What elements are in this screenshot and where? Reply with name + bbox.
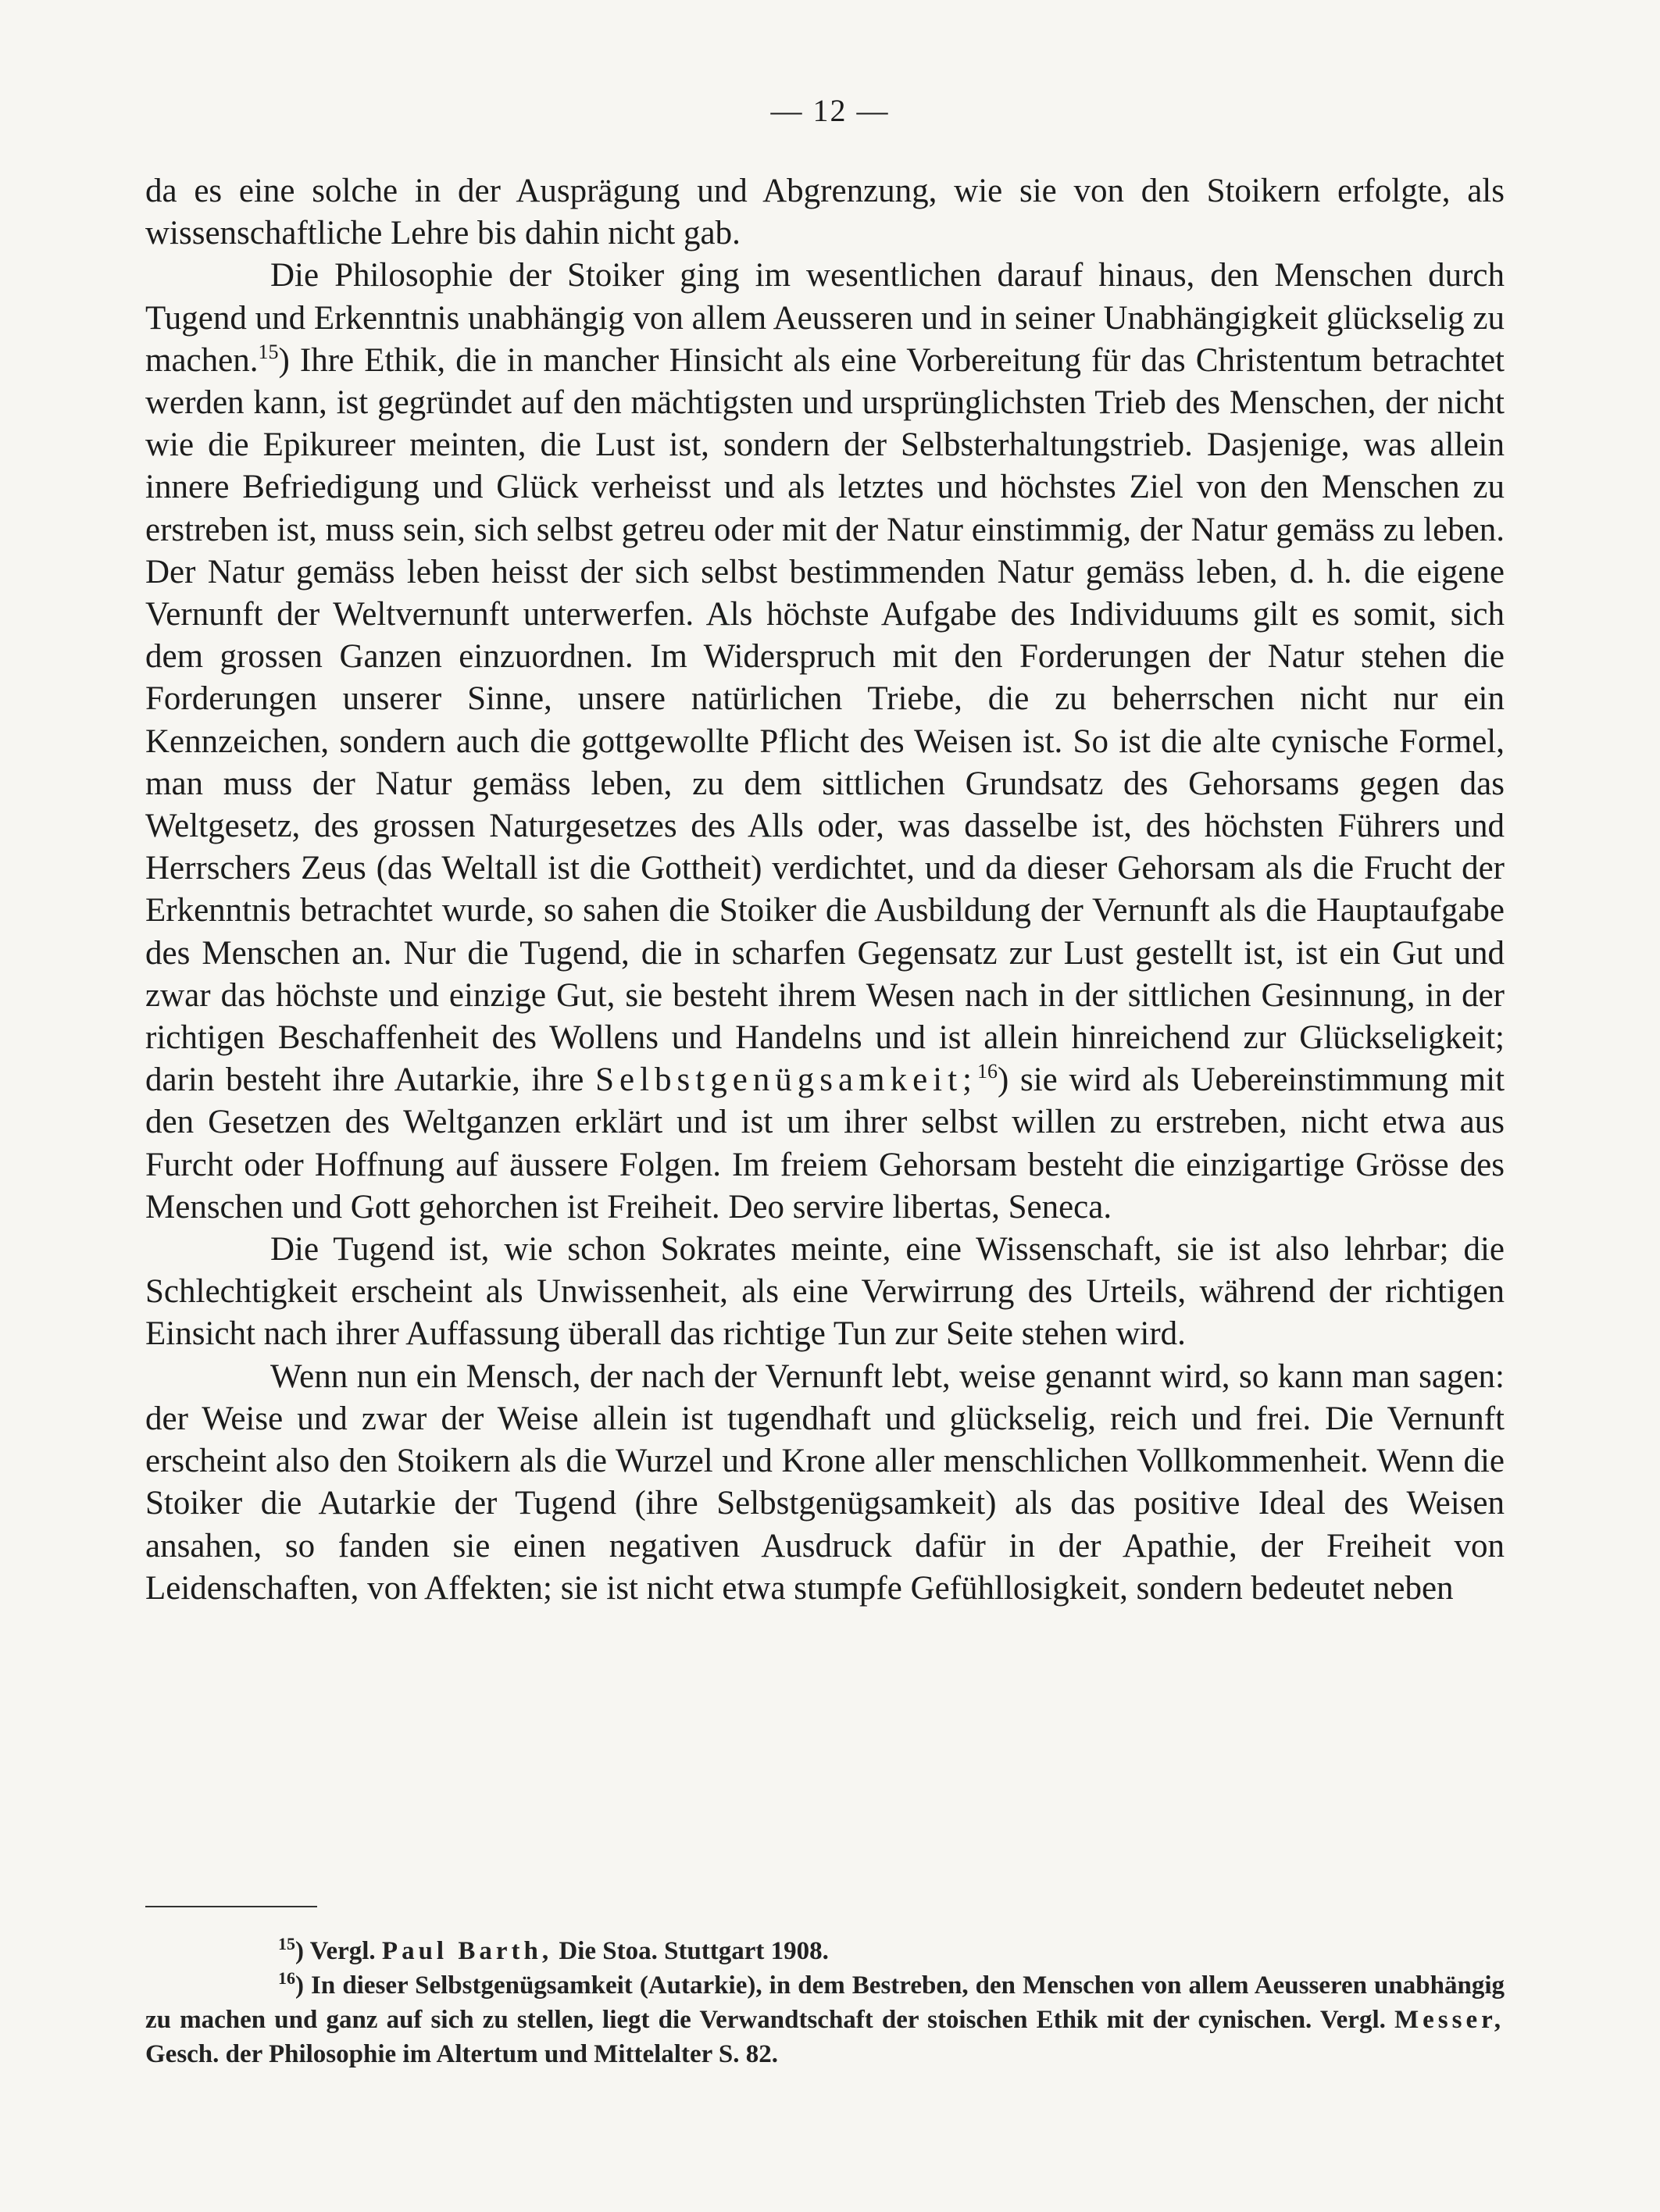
footnote-15-number: 15 bbox=[278, 1934, 295, 1953]
footnote-16-number: 16 bbox=[278, 1968, 295, 1988]
footnote-ref-15: 15 bbox=[258, 340, 279, 363]
emphasized-term: Selbstgenügsamkeit; bbox=[595, 1061, 977, 1099]
footnote-16-text-a: ) In dieser Selbstgenügsamkeit (Autarkie), in dem Bestreben, den Menschen von allem Aeusseren unabhängig zu machen und ganz auf sich zu stellen, liegt die Verwandtschaft der stoischen Ethik mit der cynischen. Vergl. bbox=[145, 1971, 1505, 2034]
footnote-15-text-a: ) Vergl. bbox=[295, 1937, 376, 1965]
paragraph-2-part-b: ) Ihre Ethik, die in mancher Hinsicht als eine Vorbereitung für das Christentum betrachtet werden kann, ist gegründet auf den mächtigsten und ursprünglichsten Trieb des Menschen, der nicht wie die Epikureer meinten, die Lust ist, sondern der Selbsterhaltungstrieb. Dasjenige, was allein innere Befriedigung und Glück verheisst und als letztes und höchstes Ziel von den Menschen zu erstreben ist, muss sein, sich selbst getreu oder mit der Natur einstimmig, der Natur gemäss zu leben. Der Natur gemäss leben heisst der sich selbst bestimmenden Natur gemäss leben, d. h. die eigene Vernunft der Weltvernunft unterwerfen. Als höchste Aufgabe des Individuums gilt es somit, sich dem grossen Ganzen einzuordnen. Im Widerspruch mit den Forderungen der Natur stehen die Forderungen unserer Sinne, unsere natürlichen Triebe, die zu beherrschen nicht nur ein Kennzeichen, sondern auch die gottgewollte Pflicht des Weisen ist. So ist die alte cynische Formel, man muss der Natur gemäss leben, zu dem sittlichen Grundsatz des Gehorsams gegen das Weltgesetz, des grossen Naturgesetzes des Alls oder, was dasselbe ist, des höchsten Führers und Herrschers Zeus (das Weltall ist die Gottheit) verdichtet, und da dieser Gehorsam als die Frucht der Erkenntnis betrachtet wurde, so sahen die Stoiker die Ausbildung der Vernunft als die Hauptaufgabe des Menschen an. Nur die Tugend, die in scharfen Gegensatz zur Lust gestellt ist, ist ein Gut und zwar das höchste und einzige Gut, sie besteht ihrem Wesen nach in der sittlichen Gesinnung, in der richtigen Beschaffenheit des Wollens und Handelns und ist allein hinreichend zur Glückseligkeit; darin besteht ihre Autarkie, ihre bbox=[145, 341, 1505, 1099]
page-number: — 12 — bbox=[770, 93, 890, 128]
footnotes bbox=[145, 1934, 1505, 2071]
paragraph-1: da es eine solche in der Ausprägung und Abgrenzung, wie sie von den Stoikern erfolgte, als wissenschaftliche Lehre bis dahin nicht gab. bbox=[145, 173, 1505, 252]
footnote-divider bbox=[145, 1906, 317, 1907]
footnote-16-text-b: Gesch. der Philosophie im Altertum und Mittelalter S. 82. bbox=[145, 2040, 778, 2068]
paragraph-2 bbox=[145, 255, 1505, 1229]
footnote-15 bbox=[145, 1934, 1505, 1968]
paragraph-3: Die Tugend ist, wie schon Sokrates meinte, eine Wissenschaft, sie ist also lehrbar; die Schlechtigkeit erscheint als Unwissenheit, als eine Verwirrung des Urteils, während der richtigen Einsicht nach ihrer Auffassung überall das richtige Tun zur Seite stehen wird. bbox=[145, 1231, 1505, 1353]
paragraph-2-part-c: ) sie wird als Uebereinstimmung mit den Gesetzen des Weltganzen erklärt und ist um ihrer selbst willen zu erstreben, nicht etwa aus Furcht oder Hoffnung auf äussere Folgen. Im freiem Gehorsam besteht die einzigartige Grösse des Menschen und Gott gehorchen ist Freiheit. Deo servire libertas, Seneca. bbox=[145, 1061, 1505, 1226]
paragraph-4: Wenn nun ein Mensch, der nach der Vernunft lebt, weise genannt wird, so kann man sagen: der Weise und zwar der Weise allein ist tugendhaft und glückselig, reich und frei. Die Vernunft erscheint also den Stoikern als die Wurzel und Krone aller menschlichen Vollkommenheit. Wenn die Stoiker die Autarkie der Tugend (ihre Selbstgenügsamkeit) als das positive Ideal des Weisen ansahen, so fanden sie einen negativen Ausdruck dafür in der Apathie, der Freiheit von Leidenschaften, von Affekten; sie ist nicht etwa stumpfe Gefühllosigkeit, sondern bedeutet neben bbox=[145, 1358, 1505, 1607]
paragraph-2-part-a: Die Philosophie der Stoiker ging im wesentlichen darauf hinaus, den Menschen durch Tugend und Erkenntnis unabhängig von allem Aeusseren und in seiner Unabhängigkeit glückselig zu machen. bbox=[145, 257, 1505, 379]
footnote-15-text-b: Die Stoa. Stuttgart 1908. bbox=[559, 1937, 829, 1965]
footnote-16 bbox=[145, 1968, 1505, 2071]
footnote-15-author: Paul Barth, bbox=[381, 1937, 553, 1965]
main-text bbox=[145, 170, 1505, 1610]
footnote-16-author: Messer, bbox=[1394, 2006, 1505, 2034]
footnote-ref-16: 16 bbox=[977, 1060, 998, 1083]
